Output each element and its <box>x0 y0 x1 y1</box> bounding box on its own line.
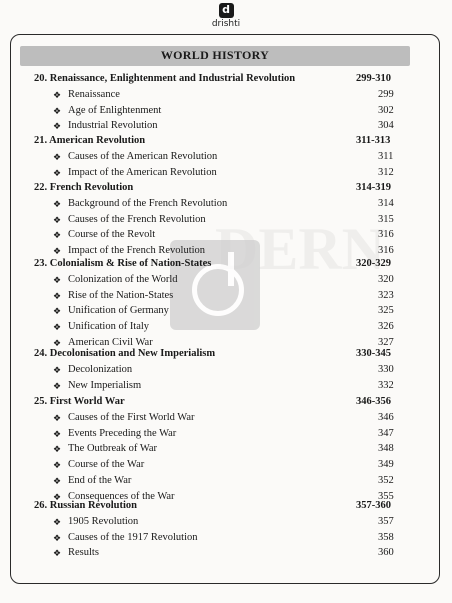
diamond-bullet-icon: ❖ <box>53 412 62 423</box>
diamond-bullet-icon: ❖ <box>53 322 62 333</box>
toc-item-label: Course of the Revolt <box>68 229 156 241</box>
toc-item-page: 326 <box>378 321 394 333</box>
toc-item <box>0 104 452 119</box>
toc-item <box>0 273 452 288</box>
chapter-title: 25. First World War <box>34 396 125 407</box>
chapter-title: 22. French Revolution <box>34 182 134 193</box>
toc-item-label: Causes of the First World War <box>68 411 195 423</box>
toc-item <box>0 213 452 228</box>
toc-item-label: Background of the French Revolution <box>68 197 228 209</box>
diamond-bullet-icon: ❖ <box>53 246 62 257</box>
toc-item-page: 327 <box>378 337 394 348</box>
diamond-bullet-icon: ❖ <box>53 548 62 559</box>
chapter-page-range: 330-345 <box>356 348 391 359</box>
toc-item-page: 314 <box>378 197 394 209</box>
toc-item <box>0 197 452 212</box>
toc-item-page: 323 <box>378 289 394 301</box>
toc-item <box>0 427 452 442</box>
chapter-title: 23. Colonialism & Rise of Nation-States <box>34 258 212 269</box>
chapter-row <box>0 181 452 196</box>
toc-item-label: End of the War <box>68 475 132 486</box>
chapter-row <box>0 134 452 149</box>
toc-item <box>0 150 452 165</box>
brand-name: drishti <box>211 19 241 29</box>
toc-item <box>0 474 452 489</box>
diamond-bullet-icon: ❖ <box>53 290 62 301</box>
toc-item-page: 316 <box>378 245 394 257</box>
toc-item-label: American Civil War <box>68 337 153 348</box>
toc-item-label: Causes of the 1917 Revolution <box>68 531 198 543</box>
toc-item-label: Age of Enlightenment <box>68 104 162 116</box>
chapter-page-range: 299-310 <box>356 73 391 84</box>
toc-item-label: The Outbreak of War <box>68 443 158 455</box>
toc-item <box>0 320 452 335</box>
diamond-bullet-icon: ❖ <box>53 121 62 132</box>
drishti-logo-icon: d <box>219 3 234 18</box>
toc-item-page: 311 <box>378 150 394 162</box>
chapter-page-range: 311-313 <box>356 135 391 146</box>
diamond-bullet-icon: ❖ <box>53 364 62 375</box>
chapter-row <box>0 347 452 362</box>
diamond-bullet-icon: ❖ <box>53 428 62 439</box>
toc-item-page: 315 <box>378 213 394 225</box>
toc-item <box>0 442 452 457</box>
toc-item-label: Colonization of the World <box>68 273 178 285</box>
toc-item-label: Renaissance <box>68 88 120 100</box>
toc-item-page: 346 <box>378 411 394 423</box>
toc-item-label: Unification of Germany <box>68 305 169 317</box>
diamond-bullet-icon: ❖ <box>53 198 62 209</box>
chapter-page-range: 320-329 <box>356 258 391 269</box>
toc-item-label: Course of the War <box>68 459 145 471</box>
toc-item-page: 332 <box>378 379 394 391</box>
toc-item-page: 304 <box>378 120 394 132</box>
toc-item-page: 358 <box>378 531 394 543</box>
diamond-bullet-icon: ❖ <box>53 167 62 178</box>
chapter-page-range: 357-360 <box>356 500 391 511</box>
chapter-row <box>0 395 452 410</box>
diamond-bullet-icon: ❖ <box>53 491 62 502</box>
toc-item-page: 316 <box>378 229 394 241</box>
toc-item-page: 360 <box>378 547 394 559</box>
toc-item <box>0 289 452 304</box>
toc-item-label: New Imperialism <box>68 379 142 391</box>
toc-item-label: Impact of the American Revolution <box>68 166 217 178</box>
toc-item <box>0 88 452 103</box>
toc-item <box>0 228 452 243</box>
toc-item <box>0 531 452 546</box>
toc-item-label: Impact of the French Revolution <box>68 245 206 257</box>
diamond-bullet-icon: ❖ <box>53 516 62 527</box>
chapter-title: 20. Renaissance, Enlightenment and Industrial Revolution <box>34 73 296 84</box>
diamond-bullet-icon: ❖ <box>53 151 62 162</box>
toc-item-page: 330 <box>378 363 394 375</box>
toc-item <box>0 363 452 378</box>
chapter-title: 26. Russian Revolution <box>34 500 137 511</box>
toc-item-label: Causes of the American Revolution <box>68 150 218 162</box>
toc-item <box>0 379 452 394</box>
toc-item-page: 302 <box>378 104 394 116</box>
diamond-bullet-icon: ❖ <box>53 214 62 225</box>
toc-item-label: 1905 Revolution <box>68 515 139 527</box>
toc-item <box>0 546 452 561</box>
diamond-bullet-icon: ❖ <box>53 532 62 543</box>
chapter-title: 24. Decolonisation and New Imperialism <box>34 348 216 359</box>
diamond-bullet-icon: ❖ <box>53 444 62 455</box>
section-title: WORLD HISTORY <box>160 48 270 62</box>
toc-item-label: Decolonization <box>68 363 133 375</box>
toc-item-label: Consequences of the War <box>68 490 175 502</box>
toc-item-page: 352 <box>378 475 394 486</box>
toc-item <box>0 304 452 319</box>
toc-item-page: 349 <box>378 459 394 471</box>
toc-item-label: Causes of the French Revolution <box>68 213 206 225</box>
toc-item-label: Rise of the Nation-States <box>68 289 174 301</box>
toc-item <box>0 458 452 473</box>
toc-item <box>0 119 452 134</box>
diamond-bullet-icon: ❖ <box>53 306 62 317</box>
toc-item-page: 347 <box>378 427 394 439</box>
chapter-page-range: 314-319 <box>356 182 391 193</box>
chapter-title: 21. American Revolution <box>34 135 146 146</box>
toc-item-label: Unification of Italy <box>68 321 150 333</box>
toc-item-label: Events Preceding the War <box>68 427 177 439</box>
diamond-bullet-icon: ❖ <box>53 338 62 348</box>
toc-item-page: 325 <box>378 305 394 317</box>
diamond-bullet-icon: ❖ <box>53 89 62 100</box>
toc-item-page: 312 <box>378 166 394 178</box>
chapter-page-range: 346-356 <box>356 396 391 407</box>
diamond-bullet-icon: ❖ <box>53 380 62 391</box>
toc-item <box>0 411 452 426</box>
toc-item-page: 320 <box>378 273 394 285</box>
toc-item-page: 357 <box>378 515 394 527</box>
toc-item-page: 348 <box>378 443 394 455</box>
diamond-bullet-icon: ❖ <box>53 230 62 241</box>
toc-item-page: 299 <box>378 88 394 100</box>
diamond-bullet-icon: ❖ <box>53 105 62 116</box>
toc-item <box>0 166 452 181</box>
toc-item-page: 355 <box>378 490 394 502</box>
toc-item <box>0 515 452 530</box>
chapter-row <box>0 499 452 514</box>
toc-item-label: Industrial Revolution <box>68 120 158 132</box>
chapter-row <box>0 72 452 87</box>
diamond-bullet-icon: ❖ <box>53 460 62 471</box>
diamond-bullet-icon: ❖ <box>53 274 62 285</box>
toc-item-label: Results <box>68 547 99 559</box>
chapter-row <box>0 257 452 272</box>
diamond-bullet-icon: ❖ <box>53 476 62 486</box>
